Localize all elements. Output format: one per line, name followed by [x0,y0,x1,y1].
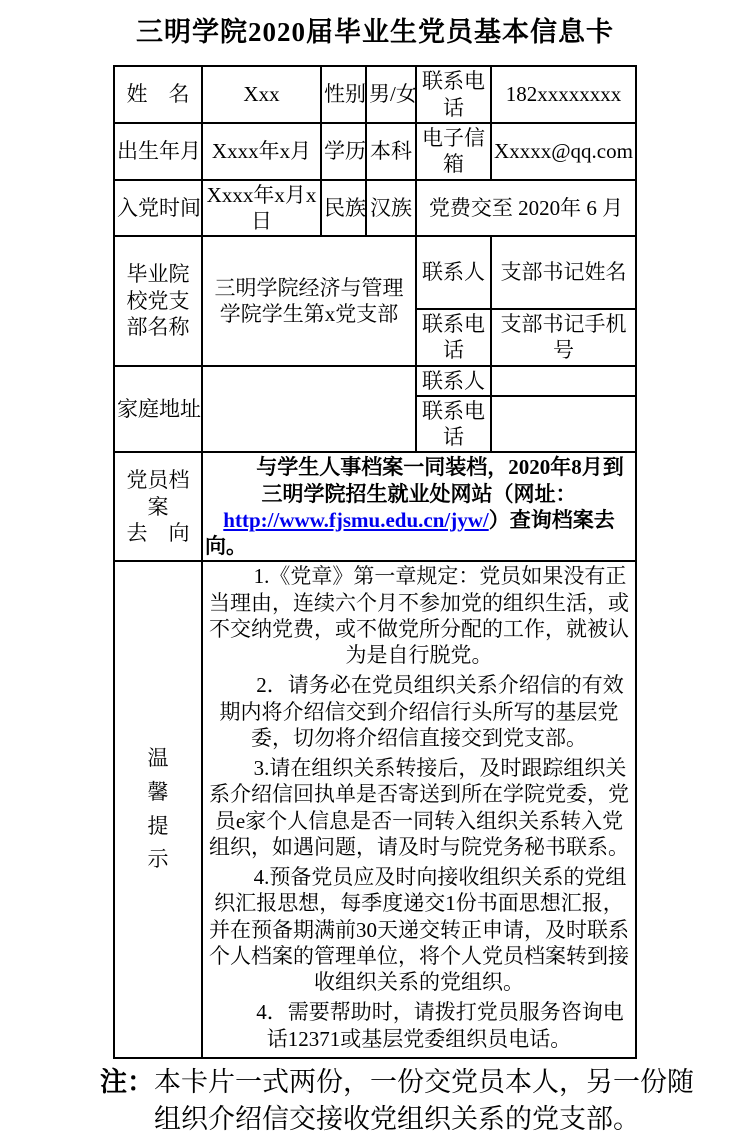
tips-label-text: 温馨提示 [147,746,169,872]
archive-text-after: ）查询档案去向。 [205,507,615,558]
archive-text-before: 与学生人事档案一同装档，2020年8月到三明学院招生就业处网站（网址： [256,455,624,506]
tips-label [114,561,202,1058]
table-row [114,452,636,561]
gender-value: 男/女 [366,66,416,123]
tip-item-2: 2．请务必在党员组织关系介绍信的有效期内将介绍信交到介绍信行头所写的基层党委，切勿将介绍信直接交到党支部。 [219,673,624,750]
home-contact-label: 联系人 [416,366,491,396]
home-address-label: 家庭地址 [114,366,202,453]
footnote-prefix: 注： [100,1066,154,1097]
email-value: Xxxxx@qq.com [491,123,636,180]
phone-label: 联系电话 [416,66,491,123]
home-address-value [202,366,416,453]
ethnicity-label: 民族 [321,180,366,237]
table-row [114,561,636,1058]
branch-contact-value: 支部书记姓名 [491,236,636,309]
branch-phone-value: 支部书记手机号 [491,309,636,366]
archive-url-link[interactable]: http://www.fjsmu.edu.cn/jyw/ [223,507,489,532]
email-label: 电子信箱 [416,123,491,180]
gender-label: 性别 [321,66,366,123]
member-info-table [113,65,637,1059]
footnote-text: 本卡片一式两份，一份交党员本人，另一份随组织介绍信交接收党组织关系的党支部。 [154,1066,694,1134]
document-page [0,10,750,1134]
home-phone-label: 联系电话 [416,396,491,453]
education-label: 学历 [321,123,366,180]
branch-phone-label: 联系电话 [416,309,491,366]
name-label: 姓 名 [114,66,202,123]
tip-item-5: 4．需要帮助时，请拨打党员服务咨询电话12371或基层党委组织员电话。 [256,1000,624,1051]
table-row [114,66,636,123]
page-title: 三明学院2020届毕业生党员基本信息卡 [136,17,614,47]
ethnicity-value: 汉族 [366,180,416,237]
table-row [114,180,636,237]
dues-paid-text: 党费交至 2020年 6 月 [416,180,636,237]
table-row [114,123,636,180]
birth-value: Xxxx年x月 [202,123,321,180]
home-contact-value [491,366,636,396]
name-value: Xxx [202,66,321,123]
archive-label-line1: 党员档案 [126,468,190,519]
birth-label: 出生年月 [114,123,202,180]
archive-content [202,452,636,561]
footnote [100,1064,714,1138]
home-phone-value [491,396,636,453]
table-row [114,366,636,396]
join-date-value: Xxxx年x月x日 [202,180,321,237]
archive-label-line2: 去 向 [126,520,190,545]
branch-label: 毕业院校党支部名称 [114,236,202,366]
table-row [114,236,636,309]
archive-label [114,452,202,561]
branch-contact-label: 联系人 [416,236,491,309]
tip-item-1: 1.《党章》第一章规定：党员如果没有正当理由，连续六个月不参加党的组织生活，或不交纳党费，或不做党所分配的工作，就被认为是自行脱党。 [209,564,629,667]
phone-value: 182xxxxxxxx [491,66,636,123]
education-value: 本科 [366,123,416,180]
branch-value: 三明学院经济与管理学院学生第x党支部 [202,236,416,366]
tip-item-4: 4.预备党员应及时向接收组织关系的党组织汇报思想，每季度递交1份书面思想汇报，并在预备期满前30天递交转正申请，及时联系个人档案的管理单位，将个人党员档案转到接收组织关系的党组织。 [209,865,629,994]
join-date-label: 入党时间 [114,180,202,237]
tips-content [202,561,636,1058]
tip-item-3: 3.请在组织关系转接后，及时跟踪组织关系介绍信回执单是否寄送到所在学院党委，党员e家个人信息是否一同转入组织关系转入党组织，如遇问题，请及时与院党务秘书联系。 [209,756,629,859]
